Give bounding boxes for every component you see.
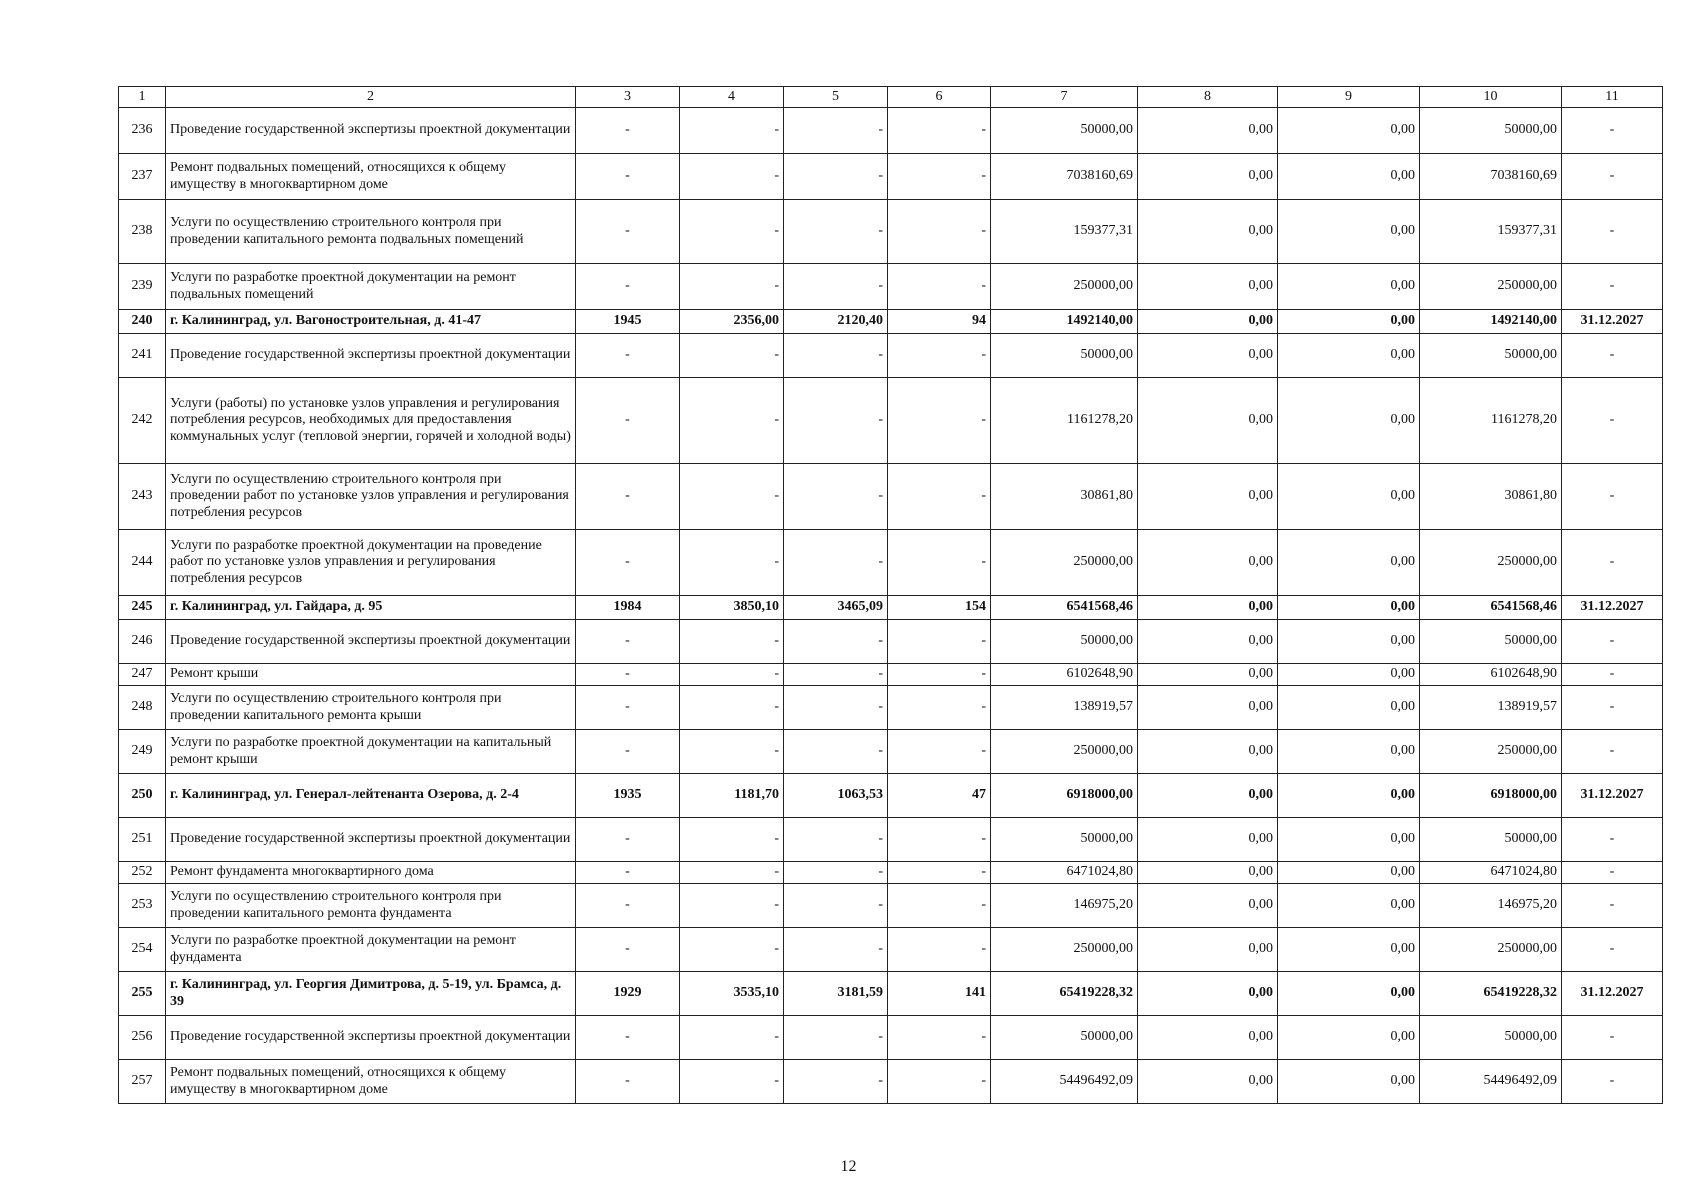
work-description: г. Калининград, ул. Вагоностроительная, д. 41-47 bbox=[166, 310, 576, 334]
premises-area: - bbox=[784, 334, 888, 378]
owners-cost: 50000,00 bbox=[1420, 818, 1562, 862]
residents-count: 47 bbox=[888, 774, 991, 818]
table-row bbox=[119, 862, 1663, 884]
fund-cost: 0,00 bbox=[1138, 730, 1278, 774]
year-built: - bbox=[576, 464, 680, 530]
premises-area: - bbox=[784, 1060, 888, 1104]
row-number: 240 bbox=[119, 310, 166, 334]
budget-cost: 0,00 bbox=[1278, 108, 1420, 154]
budget-cost: 0,00 bbox=[1278, 862, 1420, 884]
budget-cost: 0,00 bbox=[1278, 264, 1420, 310]
row-number: 246 bbox=[119, 620, 166, 664]
work-description: Проведение государственной экспертизы проектной документации bbox=[166, 334, 576, 378]
owners-cost: 1492140,00 bbox=[1420, 310, 1562, 334]
year-built: 1984 bbox=[576, 596, 680, 620]
column-header: 11 bbox=[1562, 87, 1663, 108]
premises-area: 3465,09 bbox=[784, 596, 888, 620]
budget-cost: 0,00 bbox=[1278, 730, 1420, 774]
completion-date: - bbox=[1562, 620, 1663, 664]
budget-cost: 0,00 bbox=[1278, 464, 1420, 530]
work-description: г. Калининград, ул. Генерал-лейтенанта Озерова, д. 2-4 bbox=[166, 774, 576, 818]
total-cost: 50000,00 bbox=[991, 818, 1138, 862]
completion-date: - bbox=[1562, 862, 1663, 884]
total-cost: 6918000,00 bbox=[991, 774, 1138, 818]
completion-date: 31.12.2027 bbox=[1562, 310, 1663, 334]
owners-cost: 138919,57 bbox=[1420, 686, 1562, 730]
table-row bbox=[119, 530, 1663, 596]
row-number: 238 bbox=[119, 200, 166, 264]
premises-area: - bbox=[784, 1016, 888, 1060]
column-header: 8 bbox=[1138, 87, 1278, 108]
table-row bbox=[119, 464, 1663, 530]
premises-area: - bbox=[784, 928, 888, 972]
table-row bbox=[119, 664, 1663, 686]
total-cost: 138919,57 bbox=[991, 686, 1138, 730]
owners-cost: 30861,80 bbox=[1420, 464, 1562, 530]
table-row bbox=[119, 884, 1663, 928]
completion-date: 31.12.2027 bbox=[1562, 596, 1663, 620]
work-description: Ремонт подвальных помещений, относящихся к общему имуществу в многоквартирном доме bbox=[166, 1060, 576, 1104]
year-built: - bbox=[576, 686, 680, 730]
year-built: - bbox=[576, 664, 680, 686]
table-row bbox=[119, 620, 1663, 664]
row-number: 245 bbox=[119, 596, 166, 620]
premises-area: - bbox=[784, 664, 888, 686]
budget-cost: 0,00 bbox=[1278, 310, 1420, 334]
premises-area: - bbox=[784, 884, 888, 928]
total-cost: 6471024,80 bbox=[991, 862, 1138, 884]
total-cost: 6102648,90 bbox=[991, 664, 1138, 686]
total-cost: 250000,00 bbox=[991, 530, 1138, 596]
completion-date: - bbox=[1562, 730, 1663, 774]
premises-area: 3181,59 bbox=[784, 972, 888, 1016]
fund-cost: 0,00 bbox=[1138, 1060, 1278, 1104]
premises-area: - bbox=[784, 730, 888, 774]
premises-area: - bbox=[784, 264, 888, 310]
column-header: 5 bbox=[784, 87, 888, 108]
premises-area: 2120,40 bbox=[784, 310, 888, 334]
year-built: - bbox=[576, 154, 680, 200]
year-built: - bbox=[576, 530, 680, 596]
owners-cost: 146975,20 bbox=[1420, 884, 1562, 928]
work-description: Ремонт крыши bbox=[166, 664, 576, 686]
owners-cost: 50000,00 bbox=[1420, 108, 1562, 154]
total-cost: 1492140,00 bbox=[991, 310, 1138, 334]
residents-count: - bbox=[888, 378, 991, 464]
fund-cost: 0,00 bbox=[1138, 972, 1278, 1016]
residents-count: - bbox=[888, 1016, 991, 1060]
completion-date: - bbox=[1562, 686, 1663, 730]
total-cost: 50000,00 bbox=[991, 620, 1138, 664]
page-number: 12 bbox=[840, 1158, 857, 1175]
total-area: - bbox=[680, 530, 784, 596]
row-number: 250 bbox=[119, 774, 166, 818]
total-area: - bbox=[680, 264, 784, 310]
budget-cost: 0,00 bbox=[1278, 334, 1420, 378]
premises-area: - bbox=[784, 464, 888, 530]
owners-cost: 6471024,80 bbox=[1420, 862, 1562, 884]
budget-cost: 0,00 bbox=[1278, 596, 1420, 620]
year-built: - bbox=[576, 1016, 680, 1060]
completion-date: - bbox=[1562, 264, 1663, 310]
budget-cost: 0,00 bbox=[1278, 620, 1420, 664]
table-row bbox=[119, 264, 1663, 310]
budget-cost: 0,00 bbox=[1278, 378, 1420, 464]
total-cost: 250000,00 bbox=[991, 928, 1138, 972]
total-area: 3850,10 bbox=[680, 596, 784, 620]
residents-count: - bbox=[888, 1060, 991, 1104]
repair-program-table bbox=[118, 86, 1663, 1104]
total-area: - bbox=[680, 730, 784, 774]
budget-cost: 0,00 bbox=[1278, 774, 1420, 818]
table-row bbox=[119, 818, 1663, 862]
owners-cost: 6102648,90 bbox=[1420, 664, 1562, 686]
owners-cost: 50000,00 bbox=[1420, 334, 1562, 378]
fund-cost: 0,00 bbox=[1138, 108, 1278, 154]
column-header: 3 bbox=[576, 87, 680, 108]
owners-cost: 250000,00 bbox=[1420, 530, 1562, 596]
year-built: - bbox=[576, 818, 680, 862]
budget-cost: 0,00 bbox=[1278, 200, 1420, 264]
total-area: - bbox=[680, 818, 784, 862]
fund-cost: 0,00 bbox=[1138, 928, 1278, 972]
table-row bbox=[119, 730, 1663, 774]
residents-count: - bbox=[888, 530, 991, 596]
budget-cost: 0,00 bbox=[1278, 1016, 1420, 1060]
total-area: - bbox=[680, 334, 784, 378]
column-header: 2 bbox=[166, 87, 576, 108]
residents-count: 94 bbox=[888, 310, 991, 334]
address-row bbox=[119, 774, 1663, 818]
premises-area: - bbox=[784, 200, 888, 264]
total-cost: 50000,00 bbox=[991, 1016, 1138, 1060]
residents-count: 141 bbox=[888, 972, 991, 1016]
budget-cost: 0,00 bbox=[1278, 664, 1420, 686]
owners-cost: 54496492,09 bbox=[1420, 1060, 1562, 1104]
fund-cost: 0,00 bbox=[1138, 620, 1278, 664]
budget-cost: 0,00 bbox=[1278, 818, 1420, 862]
completion-date: 31.12.2027 bbox=[1562, 774, 1663, 818]
year-built: - bbox=[576, 620, 680, 664]
residents-count: - bbox=[888, 200, 991, 264]
total-area: - bbox=[680, 464, 784, 530]
year-built: - bbox=[576, 884, 680, 928]
premises-area: - bbox=[784, 818, 888, 862]
residents-count: - bbox=[888, 862, 991, 884]
total-area: - bbox=[680, 928, 784, 972]
premises-area: - bbox=[784, 862, 888, 884]
work-description: Услуги по осуществлению строительного контроля при проведении работ по установке узлов управления и регулирования потребления ресурсов bbox=[166, 464, 576, 530]
residents-count: - bbox=[888, 818, 991, 862]
owners-cost: 50000,00 bbox=[1420, 1016, 1562, 1060]
residents-count: - bbox=[888, 686, 991, 730]
fund-cost: 0,00 bbox=[1138, 464, 1278, 530]
work-description: Услуги по осуществлению строительного контроля при проведении капитального ремонта подвальных помещений bbox=[166, 200, 576, 264]
row-number: 254 bbox=[119, 928, 166, 972]
work-description: Услуги по осуществлению строительного контроля при проведении капитального ремонта фундамента bbox=[166, 884, 576, 928]
address-row bbox=[119, 310, 1663, 334]
residents-count: - bbox=[888, 928, 991, 972]
work-description: Услуги по разработке проектной документации на ремонт фундамента bbox=[166, 928, 576, 972]
table-row bbox=[119, 686, 1663, 730]
total-area: - bbox=[680, 378, 784, 464]
year-built: - bbox=[576, 200, 680, 264]
table-row bbox=[119, 334, 1663, 378]
total-area: - bbox=[680, 154, 784, 200]
owners-cost: 6541568,46 bbox=[1420, 596, 1562, 620]
work-description: Услуги по разработке проектной документации на капитальный ремонт крыши bbox=[166, 730, 576, 774]
completion-date: - bbox=[1562, 1060, 1663, 1104]
work-description: Услуги по разработке проектной документации на проведение работ по установке узлов управления и регулирования потребления ресурсов bbox=[166, 530, 576, 596]
row-number: 244 bbox=[119, 530, 166, 596]
column-header: 4 bbox=[680, 87, 784, 108]
work-description: Проведение государственной экспертизы проектной документации bbox=[166, 108, 576, 154]
fund-cost: 0,00 bbox=[1138, 664, 1278, 686]
total-cost: 1161278,20 bbox=[991, 378, 1138, 464]
work-description: Проведение государственной экспертизы проектной документации bbox=[166, 620, 576, 664]
budget-cost: 0,00 bbox=[1278, 530, 1420, 596]
total-cost: 6541568,46 bbox=[991, 596, 1138, 620]
fund-cost: 0,00 bbox=[1138, 884, 1278, 928]
row-number: 248 bbox=[119, 686, 166, 730]
row-number: 253 bbox=[119, 884, 166, 928]
table-row bbox=[119, 154, 1663, 200]
total-area: - bbox=[680, 200, 784, 264]
total-cost: 250000,00 bbox=[991, 730, 1138, 774]
column-header: 10 bbox=[1420, 87, 1562, 108]
year-built: - bbox=[576, 264, 680, 310]
total-area: - bbox=[680, 1016, 784, 1060]
row-number: 237 bbox=[119, 154, 166, 200]
fund-cost: 0,00 bbox=[1138, 1016, 1278, 1060]
total-cost: 7038160,69 bbox=[991, 154, 1138, 200]
row-number: 247 bbox=[119, 664, 166, 686]
owners-cost: 250000,00 bbox=[1420, 264, 1562, 310]
row-number: 236 bbox=[119, 108, 166, 154]
fund-cost: 0,00 bbox=[1138, 154, 1278, 200]
total-cost: 146975,20 bbox=[991, 884, 1138, 928]
total-area: - bbox=[680, 108, 784, 154]
budget-cost: 0,00 bbox=[1278, 686, 1420, 730]
premises-area: - bbox=[784, 108, 888, 154]
owners-cost: 250000,00 bbox=[1420, 730, 1562, 774]
year-built: - bbox=[576, 730, 680, 774]
address-row bbox=[119, 596, 1663, 620]
completion-date: - bbox=[1562, 928, 1663, 972]
completion-date: - bbox=[1562, 664, 1663, 686]
row-number: 251 bbox=[119, 818, 166, 862]
residents-count: - bbox=[888, 108, 991, 154]
total-area: - bbox=[680, 1060, 784, 1104]
total-cost: 159377,31 bbox=[991, 200, 1138, 264]
completion-date: - bbox=[1562, 1016, 1663, 1060]
fund-cost: 0,00 bbox=[1138, 818, 1278, 862]
premises-area: - bbox=[784, 154, 888, 200]
total-cost: 50000,00 bbox=[991, 334, 1138, 378]
owners-cost: 6918000,00 bbox=[1420, 774, 1562, 818]
total-area: 2356,00 bbox=[680, 310, 784, 334]
row-number: 256 bbox=[119, 1016, 166, 1060]
total-area: - bbox=[680, 884, 784, 928]
work-description: Проведение государственной экспертизы проектной документации bbox=[166, 1016, 576, 1060]
year-built: - bbox=[576, 862, 680, 884]
owners-cost: 250000,00 bbox=[1420, 928, 1562, 972]
premises-area: - bbox=[784, 378, 888, 464]
budget-cost: 0,00 bbox=[1278, 928, 1420, 972]
premises-area: - bbox=[784, 686, 888, 730]
year-built: - bbox=[576, 928, 680, 972]
fund-cost: 0,00 bbox=[1138, 310, 1278, 334]
completion-date: - bbox=[1562, 334, 1663, 378]
completion-date: - bbox=[1562, 464, 1663, 530]
column-header: 7 bbox=[991, 87, 1138, 108]
column-header: 6 bbox=[888, 87, 991, 108]
total-cost: 65419228,32 bbox=[991, 972, 1138, 1016]
residents-count: - bbox=[888, 154, 991, 200]
owners-cost: 7038160,69 bbox=[1420, 154, 1562, 200]
residents-count: - bbox=[888, 664, 991, 686]
residents-count: - bbox=[888, 264, 991, 310]
total-area: - bbox=[680, 862, 784, 884]
premises-area: 1063,53 bbox=[784, 774, 888, 818]
residents-count: - bbox=[888, 334, 991, 378]
residents-count: - bbox=[888, 884, 991, 928]
total-cost: 30861,80 bbox=[991, 464, 1138, 530]
fund-cost: 0,00 bbox=[1138, 862, 1278, 884]
column-header: 1 bbox=[119, 87, 166, 108]
owners-cost: 65419228,32 bbox=[1420, 972, 1562, 1016]
completion-date: - bbox=[1562, 818, 1663, 862]
work-description: Проведение государственной экспертизы проектной документации bbox=[166, 818, 576, 862]
row-number: 243 bbox=[119, 464, 166, 530]
completion-date: - bbox=[1562, 200, 1663, 264]
premises-area: - bbox=[784, 620, 888, 664]
total-cost: 50000,00 bbox=[991, 108, 1138, 154]
fund-cost: 0,00 bbox=[1138, 774, 1278, 818]
total-area: - bbox=[680, 620, 784, 664]
budget-cost: 0,00 bbox=[1278, 154, 1420, 200]
completion-date: - bbox=[1562, 530, 1663, 596]
fund-cost: 0,00 bbox=[1138, 596, 1278, 620]
total-cost: 250000,00 bbox=[991, 264, 1138, 310]
total-area: - bbox=[680, 664, 784, 686]
year-built: 1929 bbox=[576, 972, 680, 1016]
owners-cost: 50000,00 bbox=[1420, 620, 1562, 664]
row-number: 257 bbox=[119, 1060, 166, 1104]
fund-cost: 0,00 bbox=[1138, 530, 1278, 596]
completion-date: - bbox=[1562, 154, 1663, 200]
work-description: Ремонт фундамента многоквартирного дома bbox=[166, 862, 576, 884]
residents-count: - bbox=[888, 464, 991, 530]
residents-count: - bbox=[888, 730, 991, 774]
table-row bbox=[119, 1060, 1663, 1104]
table-row bbox=[119, 200, 1663, 264]
column-number-row bbox=[119, 87, 1663, 108]
total-cost: 54496492,09 bbox=[991, 1060, 1138, 1104]
column-header: 9 bbox=[1278, 87, 1420, 108]
row-number: 255 bbox=[119, 972, 166, 1016]
row-number: 242 bbox=[119, 378, 166, 464]
fund-cost: 0,00 bbox=[1138, 200, 1278, 264]
budget-cost: 0,00 bbox=[1278, 884, 1420, 928]
work-description: г. Калининград, ул. Гайдара, д. 95 bbox=[166, 596, 576, 620]
residents-count: 154 bbox=[888, 596, 991, 620]
completion-date: - bbox=[1562, 378, 1663, 464]
total-area: 1181,70 bbox=[680, 774, 784, 818]
year-built: - bbox=[576, 378, 680, 464]
year-built: 1935 bbox=[576, 774, 680, 818]
owners-cost: 159377,31 bbox=[1420, 200, 1562, 264]
completion-date: 31.12.2027 bbox=[1562, 972, 1663, 1016]
work-description: Услуги по осуществлению строительного контроля при проведении капитального ремонта крыши bbox=[166, 686, 576, 730]
table-row bbox=[119, 928, 1663, 972]
budget-cost: 0,00 bbox=[1278, 1060, 1420, 1104]
year-built: - bbox=[576, 334, 680, 378]
row-number: 252 bbox=[119, 862, 166, 884]
row-number: 241 bbox=[119, 334, 166, 378]
year-built: - bbox=[576, 1060, 680, 1104]
work-description: Услуги по разработке проектной документации на ремонт подвальных помещений bbox=[166, 264, 576, 310]
total-area: 3535,10 bbox=[680, 972, 784, 1016]
fund-cost: 0,00 bbox=[1138, 686, 1278, 730]
fund-cost: 0,00 bbox=[1138, 378, 1278, 464]
table-row bbox=[119, 1016, 1663, 1060]
total-area: - bbox=[680, 686, 784, 730]
budget-cost: 0,00 bbox=[1278, 972, 1420, 1016]
owners-cost: 1161278,20 bbox=[1420, 378, 1562, 464]
work-description: Ремонт подвальных помещений, относящихся к общему имуществу в многоквартирном доме bbox=[166, 154, 576, 200]
table-row bbox=[119, 108, 1663, 154]
residents-count: - bbox=[888, 620, 991, 664]
premises-area: - bbox=[784, 530, 888, 596]
fund-cost: 0,00 bbox=[1138, 334, 1278, 378]
year-built: 1945 bbox=[576, 310, 680, 334]
work-description: Услуги (работы) по установке узлов управления и регулирования потребления ресурсов, необходимых для предоставления коммунальных услуг (тепловой энергии, горячей и холодной воды) bbox=[166, 378, 576, 464]
row-number: 239 bbox=[119, 264, 166, 310]
fund-cost: 0,00 bbox=[1138, 264, 1278, 310]
address-row bbox=[119, 972, 1663, 1016]
completion-date: - bbox=[1562, 108, 1663, 154]
table-row bbox=[119, 378, 1663, 464]
row-number: 249 bbox=[119, 730, 166, 774]
work-description: г. Калининград, ул. Георгия Димитрова, д. 5-19, ул. Брамса, д. 39 bbox=[166, 972, 576, 1016]
year-built: - bbox=[576, 108, 680, 154]
completion-date: - bbox=[1562, 884, 1663, 928]
